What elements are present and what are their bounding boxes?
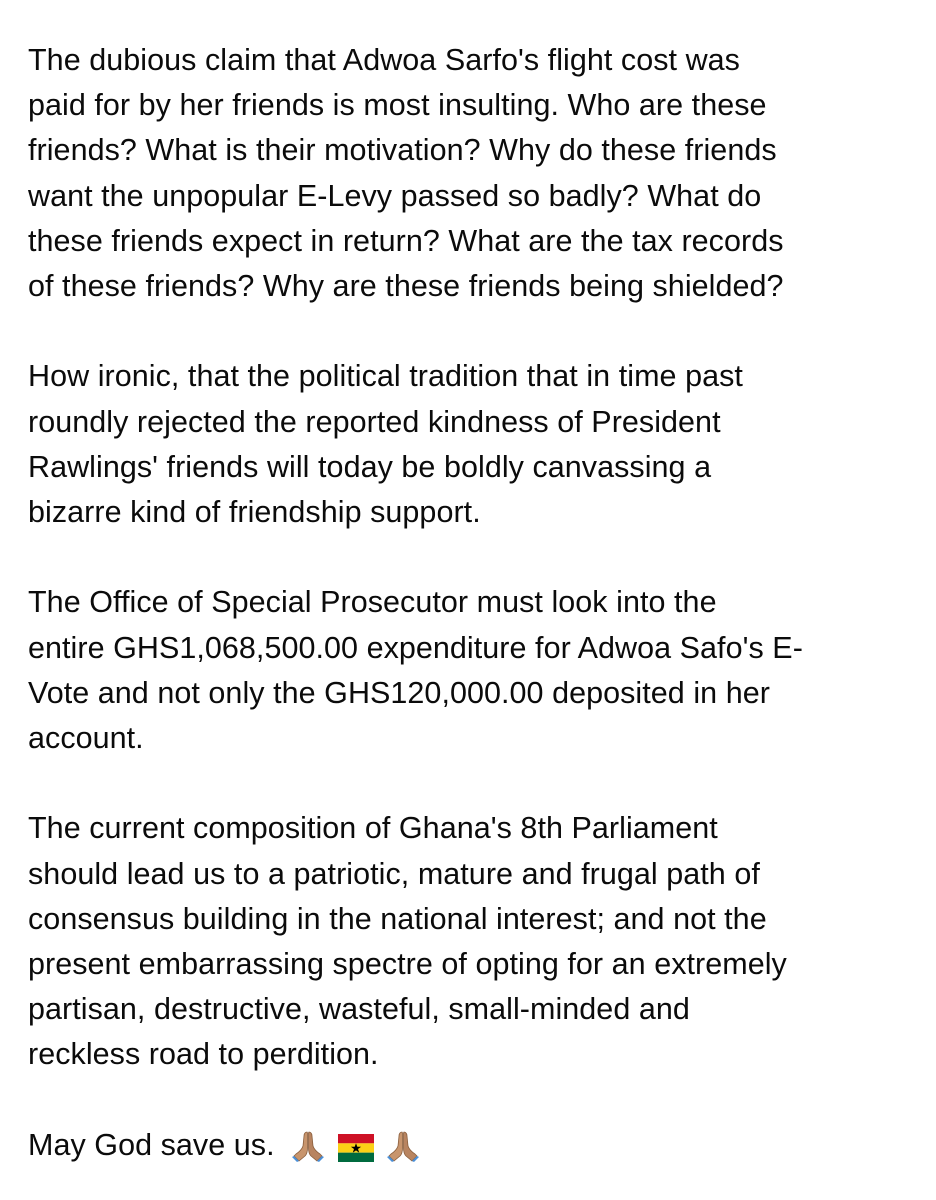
text-line: account. [28, 721, 144, 756]
text-line: Vote and not only the GHS120,000.00 deposited in her [28, 675, 770, 710]
text-line: Rawlings' friends will today be boldly canvassing a [28, 449, 712, 484]
closing-line [28, 1123, 918, 1177]
text-line: The Office of Special Prosecutor must look into the [28, 585, 717, 620]
text-line: entire GHS1,068,500.00 expenditure for Adwoa Safo's E- [28, 630, 803, 665]
closing-text: May God save us. [28, 1127, 275, 1162]
ghana-flag-icon [338, 1130, 374, 1175]
praying-hands-icon [291, 1129, 325, 1176]
text-line: consensus building in the national interest; and not the [28, 901, 767, 936]
text-line: How ironic, that the political tradition that in time past [28, 359, 743, 394]
text-line: should lead us to a patriotic, mature and frugal path of [28, 856, 760, 891]
paragraph-1 [28, 38, 918, 309]
text-line: these friends expect in return? What are the tax records [28, 223, 784, 258]
paragraph-4 [28, 806, 918, 1077]
praying-hands-icon [386, 1129, 420, 1176]
note-body [28, 38, 918, 1176]
text-line: The dubious claim that Adwoa Sarfo's flight cost was [28, 43, 740, 77]
text-line: friends? What is their motivation? Why do these friends [28, 133, 777, 168]
text-line: partisan, destructive, wasteful, small-minded and [28, 992, 690, 1027]
paragraph-3 [28, 580, 918, 761]
text-line: roundly rejected the reported kindness of President [28, 404, 721, 439]
paragraph-2 [28, 354, 918, 535]
text-line: bizarre kind of friendship support. [28, 495, 481, 530]
text-line: reckless road to perdition. [28, 1037, 379, 1072]
text-line: paid for by her friends is most insulting. Who are these [28, 88, 767, 123]
text-line: The current composition of Ghana's 8th Parliament [28, 811, 718, 846]
text-line: of these friends? Why are these friends being shielded? [28, 269, 784, 304]
text-line: present embarrassing spectre of opting for an extremely [28, 947, 787, 982]
text-line: want the unpopular E-Levy passed so badly? What do [28, 178, 762, 213]
emoji-row [291, 1129, 424, 1177]
